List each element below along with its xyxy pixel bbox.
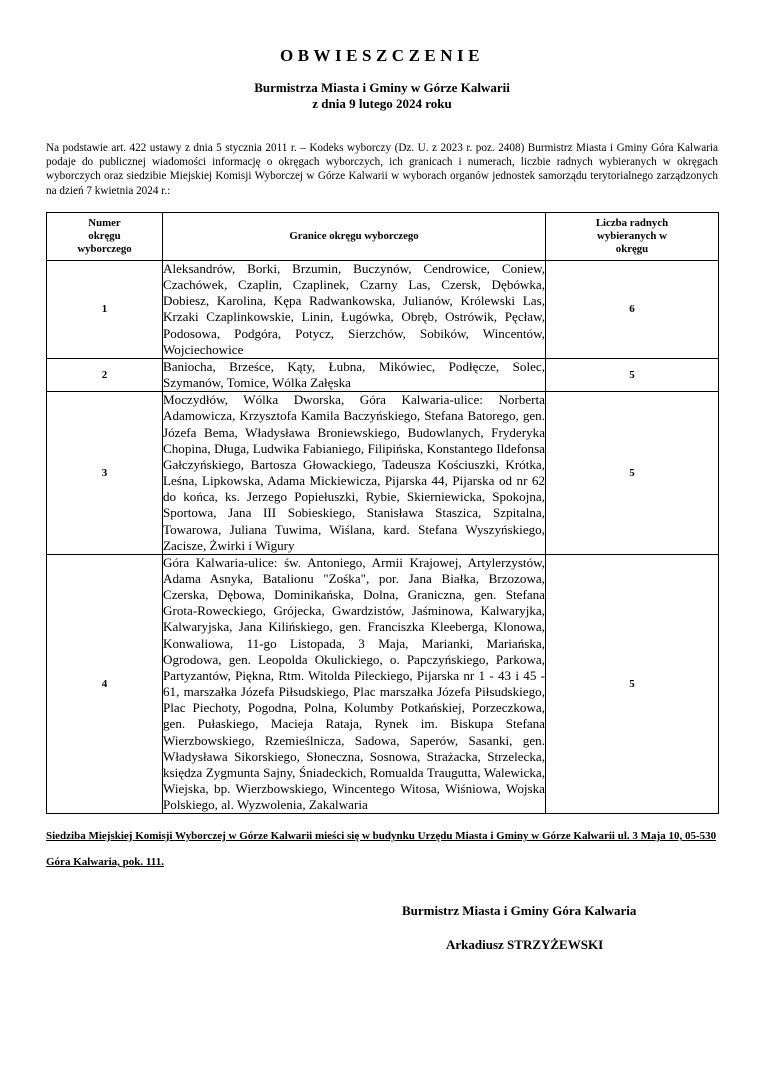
intro-paragraph: Na podstawie art. 422 ustawy z dnia 5 stycznia 2011 r. – Kodeks wyborczy (Dz. U. z 2023 r. poz. 2408) Burmistrz Miasta i Gminy Góra Kalwaria podaje do publicznej wiadomości informację o okręgach wyborczych, ich granicach i numerach, liczbie radnych wybieranych w okręgach wyborczych oraz siedzibie Miejskiej Komisji Wyborczej w Górze Kalwarii w wyborach organów jednostek samorządu terytorialnego zarządzonych na dzień 7 kwietnia 2024 r.: [46,142,718,197]
header-seat-count: Liczba radnych wybieranych w okręgu [546,213,719,261]
district-number: 3 [47,392,163,555]
document-title: OBWIESZCZENIE [280,46,484,65]
table-row [47,554,719,814]
table-row [47,358,719,391]
district-number: 2 [47,358,163,391]
date-line: z dnia 9 lutego 2024 roku [312,96,452,111]
header-district-number: Numer okręgu wyborczego [47,213,163,261]
district-number: 4 [47,554,163,814]
district-boundaries: Baniocha, Brześce, Kąty, Łubna, Mikówiec, Podłęcze, Solec, Szymanów, Tomice, Wólka Załęska [163,358,545,391]
seat-count: 5 [546,392,719,555]
table-row [47,392,719,555]
signature-name: Arkadiusz STRZYŻEWSKI [446,937,604,952]
district-number: 1 [47,261,163,359]
districts-table [46,212,719,814]
commission-seat-notice: Siedziba Miejskiej Komisji Wyborczej w Górze Kalwarii mieści się w budynku Urzędu Miasta i Gminy w Górze Kalwarii ul. 3 Maja 10, 05-530 Góra Kalwaria, pok. 111. [46,830,717,868]
seat-count: 5 [546,358,719,391]
header-district-boundaries: Granice okręgu wyborczego [163,213,546,261]
seat-count: 5 [546,554,719,814]
signature-position: Burmistrz Miasta i Gminy Góra Kalwaria [402,903,637,918]
table-row [47,261,719,359]
district-boundaries: Góra Kalwaria-ulice: św. Antoniego, Armii Krajowej, Artylerzystów, Adama Asnyka, Batalionu "Zośka", por. Jana Białka, Brzozowa, Czerska, Dębowa, Dominikańska, Dolna, Graniczna, gen. Stefana Grota-Roweckiego, Grójecka, Gwardzistów, Jaśminowa, Kalwaryjka, Kalwaryjska, Jana Kilińskiego, gen. Franciszka Kleeberga, Klonowa, Konwaliowa, 11-go Listopada, 3 Maja, Marianki, Mariańska, Ogrodowa, gen. Leopolda Okulickiego, o. Papczyńskiego, Parkowa, Partyzantów, Piękna, Rtm. Witolda Pileckiego, Pijarska nr 1 - 43 i 45 - 61, marszałka Józefa Piłsudskiego, Plac marszałka Józefa Piłsudskiego, Plac Piechoty, Pogodna, Polna, Kolumby Potkańskiej, Porzeczkowa, gen. Pułaskiego, Macieja Rataja, Rynek im. Biskupa Stefana Wierzbowskiego, Rzemieślnicza, Sadowa, Saperów, Sasanki, gen. Władysława Sikorskiego, Słoneczna, Sosnowa, Strażacka, Strzelecka, księdza Zygmunta Sajny, Śniadeckich, Romualda Traugutta, Walewicka, Wiejska, bp. Wierzbowskiego, Wincentego Witosa, Wiśniowa, Wojska Polskiego, al. Wyzwolenia, Zakalwaria [163,554,545,813]
table-header-row [47,213,719,261]
issuer-line: Burmistrza Miasta i Gminy w Górze Kalwarii [254,80,510,95]
seat-count: 6 [546,261,719,359]
district-boundaries: Moczydłów, Wólka Dworska, Góra Kalwaria-ulice: Norberta Adamowicza, Krzysztofa Kamila Baczyńskiego, Stefana Batorego, gen. Józefa Bema, Władysława Broniewskiego, Budowlanych, Fryderyka Chopina, Długa, Ludwika Fabianiego, Filipińska, Konstantego Ildefonsa Gałczyńskiego, Bartosza Głowackiego, Tadeusza Kościuszki, Krótka, Leśna, Lipkowska, Adama Mickiewicza, Pijarska 44, Pijarska od nr 62 do końca, ks. Jerzego Popiełuszki, Rybie, Skierniewicka, Spokojna, Sportowa, Jana III Sobieskiego, Stanisława Staszica, Szpitalna, Towarowa, Juliana Tuwima, Wiślana, kard. Stefana Wyszyńskiego, Zacisze, Żwirki i Wigury [163,392,545,553]
district-boundaries: Aleksandrów, Borki, Brzumin, Buczynów, Cendrowice, Coniew, Czachówek, Czaplin, Czaplinek, Czarny Las, Czersk, Dębówka, Dobiesz, Karolina, Kępa Radwankowska, Julianów, Królewski Las, Krzaki Czaplinkowskie, Linin, Ługówka, Obręb, Ostrówik, Pęcław, Podosowa, Podgóra, Potycz, Sierzchów, Sobików, Wincentów, Wojciechowice [163,261,545,357]
